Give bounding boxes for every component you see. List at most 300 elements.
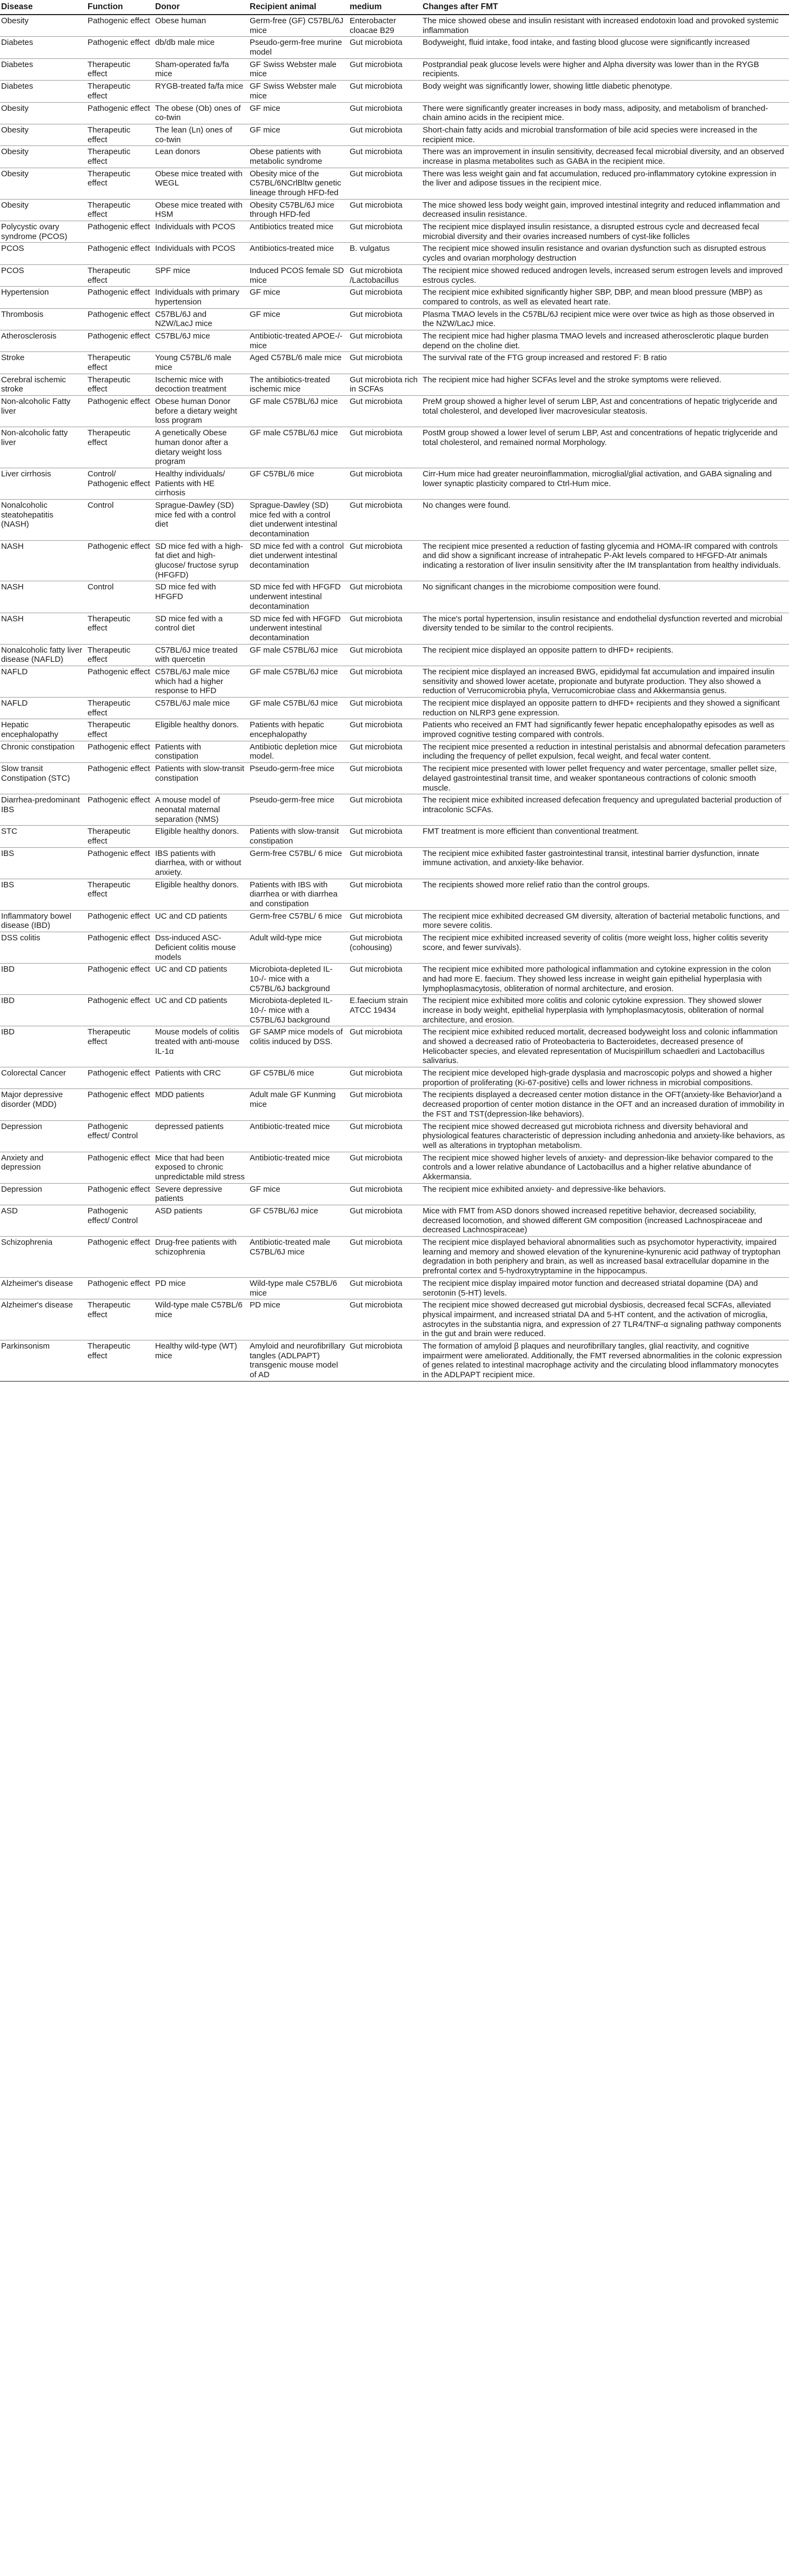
cell-donor: PD mice	[154, 1277, 249, 1299]
cell-donor: C57BL/6J mice	[154, 330, 249, 351]
table-row	[0, 308, 789, 330]
cell-donor: Obese human	[154, 15, 249, 37]
cell-changes: There was an improvement in insulin sensitivity, decreased fecal microbial diversity, and an observed increase in plasma metabolites such as GABA in the recipient mice.	[422, 146, 789, 168]
cell-medium: Gut microbiota	[349, 146, 422, 168]
cell-disease: Cerebral ischemic stroke	[0, 374, 86, 395]
cell-donor: ASD patients	[154, 1205, 249, 1237]
cell-medium: Gut microbiota	[349, 794, 422, 826]
cell-disease: Slow transit Constipation (STC)	[0, 763, 86, 794]
cell-changes: The recipient mice had higher SCFAs level and the stroke symptoms were relieved.	[422, 374, 789, 395]
cell-changes: There were significantly greater increases in body mass, adiposity, and metabolism of branched-chain amino acids in the recipient mice.	[422, 102, 789, 124]
table-row	[0, 15, 789, 37]
cell-medium: Gut microbiota	[349, 58, 422, 80]
cell-disease: Thrombosis	[0, 308, 86, 330]
cell-medium: Gut microbiota	[349, 199, 422, 221]
cell-donor: Lean donors	[154, 146, 249, 168]
table-row	[0, 613, 789, 644]
cell-disease: Obesity	[0, 124, 86, 145]
cell-recipient-animal: Amyloid and neurofibrillary tangles (ADLPAPT) transgenic mouse model of AD	[249, 1340, 349, 1381]
cell-disease: Obesity	[0, 15, 86, 37]
cell-disease: NASH	[0, 540, 86, 581]
cell-donor: Dss-induced ASC-Deficient colitis mouse models	[154, 932, 249, 964]
cell-disease: Nonalcoholic steatohepatitis (NASH)	[0, 499, 86, 540]
table-row	[0, 741, 789, 762]
cell-changes: The recipient mice presented with lower pellet frequency and water percentage, smaller pellet size, delayed gastrointestinal transit time, and weaker spontaneous contractions of colonic smooth muscle.	[422, 763, 789, 794]
cell-recipient-animal: Germ-free (GF) C57BL/6J mice	[249, 15, 349, 37]
cell-medium: Gut microbiota	[349, 698, 422, 719]
cell-function: Pathogenic effect	[86, 910, 154, 932]
cell-changes: Bodyweight, fluid intake, food intake, and fasting blood glucose were significantly increased	[422, 37, 789, 58]
header-changes-after-fmt: Changes after FMT	[422, 0, 789, 15]
cell-medium: Gut microbiota	[349, 468, 422, 499]
cell-donor: Young C57BL/6 male mice	[154, 352, 249, 374]
cell-function: Therapeutic effect	[86, 1026, 154, 1067]
table-row	[0, 1067, 789, 1089]
cell-function: Therapeutic effect	[86, 199, 154, 221]
cell-function: Therapeutic effect	[86, 427, 154, 468]
cell-disease: Obesity	[0, 168, 86, 199]
table-row	[0, 794, 789, 826]
table-row	[0, 468, 789, 499]
table-row	[0, 995, 789, 1026]
cell-medium: Gut microbiota	[349, 1120, 422, 1152]
cell-changes: The recipient mice showed reduced androgen levels, increased serum estrogen levels and improved estrous cycles.	[422, 264, 789, 286]
cell-disease: NASH	[0, 581, 86, 613]
cell-medium: Gut microbiota	[349, 168, 422, 199]
cell-donor: Patients with constipation	[154, 741, 249, 762]
cell-donor: UC and CD patients	[154, 910, 249, 932]
cell-donor: UC and CD patients	[154, 964, 249, 995]
cell-recipient-animal: Sprague-Dawley (SD) mice fed with a control diet underwent intestinal decontamination	[249, 499, 349, 540]
cell-function: Pathogenic effect	[86, 964, 154, 995]
cell-changes: The formation of amyloid β plaques and neurofibrillary tangles, glial reactivity, and cognitive impairment were ameliorated. Additionally, the FMT reversed abnormalities in the colonic expression of genes related to intestinal macrophage activity and the circulating blood inflammatory monocytes in the ADLPAPT recipient mice.	[422, 1340, 789, 1381]
cell-donor: Severe depressive patients	[154, 1183, 249, 1205]
cell-medium: Gut microbiota	[349, 763, 422, 794]
cell-function: Pathogenic effect	[86, 243, 154, 264]
cell-donor: C57BL/6J and NZW/LacJ mice	[154, 308, 249, 330]
cell-recipient-animal: The antibiotics-treated ischemic mice	[249, 374, 349, 395]
cell-changes: There was less weight gain and fat accumulation, reduced pro-inflammatory cytokine expression in the liver and adipose tissues in the recipient mice.	[422, 168, 789, 199]
cell-changes: The recipient mice presented a reduction of fasting glycemia and HOMA-IR compared with controls and did show a significant increase of intrahepatic P-Akt levels compared to HFGFD-Atr animals indicating a restoration of liver insulin sensitivity after the IM transplantation from healthy individuals.	[422, 540, 789, 581]
cell-recipient-animal: GF mice	[249, 102, 349, 124]
cell-donor: The obese (Ob) ones of co-twin	[154, 102, 249, 124]
cell-medium: Enterobacter cloacae B29	[349, 15, 422, 37]
table-row	[0, 124, 789, 145]
cell-function: Therapeutic effect	[86, 698, 154, 719]
cell-medium: Gut microbiota	[349, 581, 422, 613]
cell-changes: The recipient mice displayed an opposite pattern to dHFD+ recipients.	[422, 644, 789, 666]
cell-recipient-animal: Induced PCOS female SD mice	[249, 264, 349, 286]
cell-disease: Depression	[0, 1120, 86, 1152]
cell-medium: Gut microbiota	[349, 1183, 422, 1205]
cell-donor: SD mice fed with a high-fat diet and high-glucose/ fructose syrup (HFGFD)	[154, 540, 249, 581]
table-row	[0, 698, 789, 719]
table-row	[0, 221, 789, 243]
cell-function: Pathogenic effect	[86, 1183, 154, 1205]
cell-donor: Individuals with PCOS	[154, 221, 249, 243]
table-row	[0, 1299, 789, 1340]
cell-changes: Mice with FMT from ASD donors showed increased repetitive behavior, decreased sociability, decreased locomotion, and showed different GM composition (increased Lachnospiraceae and decreased Lachnospiraceae)	[422, 1205, 789, 1237]
cell-medium: Gut microbiota (cohousing)	[349, 932, 422, 964]
cell-function: Pathogenic effect/ Control	[86, 1120, 154, 1152]
cell-donor: The lean (Ln) ones of co-twin	[154, 124, 249, 145]
cell-disease: Hypertension	[0, 287, 86, 308]
cell-disease: Parkinsonism	[0, 1340, 86, 1381]
header-disease: Disease	[0, 0, 86, 15]
cell-function: Pathogenic effect/ Control	[86, 1205, 154, 1237]
table-row	[0, 1340, 789, 1381]
cell-medium: E.faecium strain ATCC 19434	[349, 995, 422, 1026]
cell-donor: IBS patients with diarrhea, with or without anxiety.	[154, 847, 249, 879]
table-row	[0, 102, 789, 124]
table-row	[0, 427, 789, 468]
cell-function: Therapeutic effect	[86, 168, 154, 199]
cell-function: Therapeutic effect	[86, 613, 154, 644]
cell-disease: NAFLD	[0, 698, 86, 719]
cell-disease: IBD	[0, 964, 86, 995]
cell-function: Therapeutic effect	[86, 1340, 154, 1381]
cell-recipient-animal: GF C57BL/6 mice	[249, 1067, 349, 1089]
cell-function: Pathogenic effect	[86, 741, 154, 762]
cell-donor: Sprague-Dawley (SD) mice fed with a control diet	[154, 499, 249, 540]
table-row	[0, 879, 789, 910]
cell-donor: A mouse model of neonatal maternal separation (NMS)	[154, 794, 249, 826]
cell-medium: Gut microbiota	[349, 1277, 422, 1299]
cell-function: Pathogenic effect	[86, 102, 154, 124]
cell-changes: The recipient mice displayed an increased BWG, epididymal fat accumulation and impaired insulin sensitivity and showed lower acetate, propionate and butyrate production. They also showed a reduction of Verrucomicrobia phyla, Verrucomicrobiae class and Akkermansia genus.	[422, 666, 789, 697]
cell-disease: PCOS	[0, 243, 86, 264]
cell-donor: MDD patients	[154, 1089, 249, 1120]
table-row	[0, 499, 789, 540]
cell-function: Pathogenic effect	[86, 15, 154, 37]
table-row	[0, 287, 789, 308]
cell-disease: STC	[0, 826, 86, 847]
cell-recipient-animal: Adult wild-type mice	[249, 932, 349, 964]
cell-function: Pathogenic effect	[86, 330, 154, 351]
cell-medium: Gut microbiota	[349, 124, 422, 145]
cell-changes: The survival rate of the FTG group increased and restored F: B ratio	[422, 352, 789, 374]
cell-medium: Gut microbiota	[349, 1026, 422, 1067]
cell-donor: RYGB-treated fa/fa mice	[154, 81, 249, 102]
cell-changes: FMT treatment is more efficient than conventional treatment.	[422, 826, 789, 847]
cell-function: Pathogenic effect	[86, 1277, 154, 1299]
cell-recipient-animal: GF C57BL/6 mice	[249, 468, 349, 499]
cell-recipient-animal: Aged C57BL/6 male mice	[249, 352, 349, 374]
cell-recipient-animal: Pseudo-germ-free mice	[249, 763, 349, 794]
cell-donor: SD mice fed with HFGFD	[154, 581, 249, 613]
cell-recipient-animal: GF male C57BL/6J mice	[249, 644, 349, 666]
cell-medium: Gut microbiota	[349, 719, 422, 741]
cell-recipient-animal: Patients with hepatic encephalopathy	[249, 719, 349, 741]
cell-donor: Eligible healthy donors.	[154, 719, 249, 741]
cell-recipient-animal: Microbiota-depleted IL-10-/- mice with a C57BL/6J background	[249, 995, 349, 1026]
cell-donor: depressed patients	[154, 1120, 249, 1152]
cell-changes: The recipient mice exhibited more colitis and colonic cytokine expression. They showed slower increase in body weight, epithelial hyperplasia with lymphoplasmacytosis, obliteration of normal architecture, and erosion.	[422, 995, 789, 1026]
table-row	[0, 81, 789, 102]
cell-medium: Gut microbiota	[349, 910, 422, 932]
cell-medium: Gut microbiota	[349, 102, 422, 124]
cell-disease: IBS	[0, 847, 86, 879]
cell-donor: A genetically Obese human donor after a dietary weight loss program	[154, 427, 249, 468]
cell-recipient-animal: GF male C57BL/6J mice	[249, 396, 349, 427]
cell-function: Therapeutic effect	[86, 124, 154, 145]
cell-disease: Obesity	[0, 102, 86, 124]
cell-disease: DSS colitis	[0, 932, 86, 964]
cell-medium: Gut microbiota	[349, 221, 422, 243]
cell-donor: Obese mice treated with WEGL	[154, 168, 249, 199]
cell-disease: Chronic constipation	[0, 741, 86, 762]
cell-changes: The recipient mice exhibited more pathological inflammation and cytokine expression in the colon and had more E. faecium. They showed less increase in weight gain epithelial hyperplasia with lymphoplasmacytosis, obliteration of normal architecture, and erosion.	[422, 964, 789, 995]
table-row	[0, 1277, 789, 1299]
cell-function: Pathogenic effect	[86, 1237, 154, 1278]
table-row	[0, 146, 789, 168]
cell-changes: The recipient mice displayed behavioral abnormalities such as psychomotor hyperactivity, impaired learning and memory and showed elevation of the kynurenine-kynurenic acid pathway of tryptophan degradation in both periphery and brain, as well as increased basal extracellular dopamine in the prefrontal cortex and 5-hydroxytryptamine in the hippocampus.	[422, 1237, 789, 1278]
cell-recipient-animal: Germ-free C57BL/ 6 mice	[249, 847, 349, 879]
table-row	[0, 264, 789, 286]
cell-donor: Mouse models of colitis treated with anti-mouse IL-1α	[154, 1026, 249, 1067]
cell-recipient-animal: Antibiotic-treated APOE-/- mice	[249, 330, 349, 351]
cell-medium: Gut microbiota	[349, 1299, 422, 1340]
cell-function: Control	[86, 499, 154, 540]
table-row	[0, 644, 789, 666]
cell-function: Pathogenic effect	[86, 763, 154, 794]
cell-function: Pathogenic effect	[86, 1089, 154, 1120]
cell-recipient-animal: Antibiotics-treated mice	[249, 243, 349, 264]
header-recipient-animal: Recipient animal	[249, 0, 349, 15]
cell-changes: The recipient mice display impaired motor function and decreased striatal dopamine (DA) and serotonin (5-HT) levels.	[422, 1277, 789, 1299]
cell-changes: The recipient mice exhibited decreased GM diversity, alteration of bacterial metabolic functions, and more severe colitis.	[422, 910, 789, 932]
cell-changes: PreM group showed a higher level of serum LBP, Ast and concentrations of hepatic triglyceride and total cholesterol, and developed liver macrovesicular steatosis.	[422, 396, 789, 427]
cell-disease: Obesity	[0, 199, 86, 221]
cell-function: Pathogenic effect	[86, 308, 154, 330]
cell-recipient-animal: Pseudo-germ-free mice	[249, 794, 349, 826]
cell-donor: db/db male mice	[154, 37, 249, 58]
cell-function: Therapeutic effect	[86, 879, 154, 910]
cell-changes: No significant changes in the microbiome composition were found.	[422, 581, 789, 613]
cell-medium: Gut microbiota	[349, 964, 422, 995]
cell-donor: Healthy individuals/ Patients with HE cirrhosis	[154, 468, 249, 499]
cell-changes: The recipients displayed a decreased center motion distance in the OFT(anxiety-like Behavior)and a decreased proportion of center motion distance in the OFT and an increased duration of immobility in the FST and TST(depression-like behaviors).	[422, 1089, 789, 1120]
cell-donor: Sham-operated fa/fa mice	[154, 58, 249, 80]
cell-donor: Eligible healthy donors.	[154, 826, 249, 847]
table-row	[0, 1183, 789, 1205]
cell-medium: Gut microbiota	[349, 1237, 422, 1278]
cell-changes: The mice showed less body weight gain, improved intestinal integrity and reduced inflammation and decreased insulin resistance.	[422, 199, 789, 221]
table-row	[0, 243, 789, 264]
table-row	[0, 540, 789, 581]
cell-disease: Schizophrenia	[0, 1237, 86, 1278]
cell-disease: Inflammatory bowel disease (IBD)	[0, 910, 86, 932]
cell-recipient-animal: Pseudo-germ-free murine model	[249, 37, 349, 58]
cell-function: Therapeutic effect	[86, 146, 154, 168]
table-row	[0, 826, 789, 847]
cell-disease: PCOS	[0, 264, 86, 286]
cell-function: Therapeutic effect	[86, 644, 154, 666]
cell-recipient-animal: Obese patients with metabolic syndrome	[249, 146, 349, 168]
table-row	[0, 58, 789, 80]
cell-function: Therapeutic effect	[86, 81, 154, 102]
cell-medium: Gut microbiota	[349, 540, 422, 581]
cell-donor: Mice that had been exposed to chronic unpredictable mild stress	[154, 1152, 249, 1183]
table-row	[0, 581, 789, 613]
cell-recipient-animal: Obesity C57BL/6J mice through HFD-fed	[249, 199, 349, 221]
cell-changes: Body weight was significantly lower, showing little diabetic phenotype.	[422, 81, 789, 102]
cell-disease: Non-alcoholic fatty liver	[0, 427, 86, 468]
cell-recipient-animal: GF male C57BL/6J mice	[249, 427, 349, 468]
cell-recipient-animal: GF SAMP mice models of colitis induced by DSS.	[249, 1026, 349, 1067]
cell-medium: Gut microbiota	[349, 1089, 422, 1120]
cell-function: Pathogenic effect	[86, 37, 154, 58]
table-row	[0, 719, 789, 741]
cell-recipient-animal: Antibiotic-treated male C57BL/6J mice	[249, 1237, 349, 1278]
cell-function: Pathogenic effect	[86, 794, 154, 826]
cell-medium: Gut microbiota	[349, 1205, 422, 1237]
cell-donor: C57BL/6J mice treated with quercetin	[154, 644, 249, 666]
table-header-row	[0, 0, 789, 15]
cell-disease: Atherosclerosis	[0, 330, 86, 351]
cell-disease: Obesity	[0, 146, 86, 168]
table-row	[0, 1120, 789, 1152]
cell-disease: Liver cirrhosis	[0, 468, 86, 499]
cell-recipient-animal: Antibiotic depletion mice model.	[249, 741, 349, 762]
cell-medium: Gut microbiota /Lactobacillus	[349, 264, 422, 286]
cell-disease: Anxiety and depression	[0, 1152, 86, 1183]
cell-donor: Individuals with primary hypertension	[154, 287, 249, 308]
cell-function: Therapeutic effect	[86, 719, 154, 741]
table-row	[0, 763, 789, 794]
cell-donor: Patients with CRC	[154, 1067, 249, 1089]
table-row	[0, 396, 789, 427]
cell-recipient-animal: GF mice	[249, 308, 349, 330]
cell-changes: Plasma TMAO levels in the C57BL/6J recipient mice were over twice as high as those observed in the NZW/LacJ mice.	[422, 308, 789, 330]
table-row	[0, 964, 789, 995]
header-medium: medium	[349, 0, 422, 15]
cell-donor: C57BL/6J male mice which had a higher response to HFD	[154, 666, 249, 697]
cell-recipient-animal: SD mice fed with HFGFD underwent intestinal decontamination	[249, 581, 349, 613]
cell-changes: The recipient mice exhibited reduced mortalit, decreased bodyweight loss and colonic inflammation and showed a decreased ratio of Proteobacteria to Bacteroidetes, decreased presence of Helicobacter species, and elevated representation of Mucispirillum schaedleri and Lactobacillus salivarius.	[422, 1026, 789, 1067]
cell-medium: Gut microbiota	[349, 427, 422, 468]
cell-changes: PostM group showed a lower level of serum LBP, Ast and concentrations of hepatic triglyceride and total cholesterol, and remained normal Morphology.	[422, 427, 789, 468]
cell-recipient-animal: Wild-type male C57BL/6 mice	[249, 1277, 349, 1299]
table-row	[0, 1089, 789, 1120]
cell-function: Control/ Pathogenic effect	[86, 468, 154, 499]
table-row	[0, 37, 789, 58]
cell-disease: IBS	[0, 879, 86, 910]
cell-medium: Gut microbiota	[349, 847, 422, 879]
cell-recipient-animal: GF mice	[249, 124, 349, 145]
cell-disease: Diarrhea-predominant IBS	[0, 794, 86, 826]
cell-disease: Diabetes	[0, 81, 86, 102]
cell-medium: Gut microbiota	[349, 879, 422, 910]
cell-changes: The recipient mice presented a reduction in intestinal peristalsis and abnormal defecation parameters including the frequency of pellet expulsion, fecal weight, and fecal water content.	[422, 741, 789, 762]
cell-recipient-animal: Adult male GF Kunming mice	[249, 1089, 349, 1120]
cell-disease: ASD	[0, 1205, 86, 1237]
table-row	[0, 1026, 789, 1067]
cell-disease: Non-alcoholic Fatty liver	[0, 396, 86, 427]
cell-medium: Gut microbiota	[349, 1152, 422, 1183]
cell-recipient-animal: Patients with IBS with diarrhea or with diarrhea and constipation	[249, 879, 349, 910]
cell-donor: C57BL/6J male mice	[154, 698, 249, 719]
cell-function: Pathogenic effect	[86, 1067, 154, 1089]
cell-donor: Drug-free patients with schizophrenia	[154, 1237, 249, 1278]
cell-changes: The recipient mice displayed insulin resistance, a disrupted estrous cycle and decreased fecal microbial diversity and their ovaries increased numbers of cyst-like follicles	[422, 221, 789, 243]
table-row	[0, 168, 789, 199]
cell-recipient-animal: Antibiotics treated mice	[249, 221, 349, 243]
cell-disease: IBD	[0, 995, 86, 1026]
cell-recipient-animal: GF mice	[249, 287, 349, 308]
cell-medium: Gut microbiota	[349, 287, 422, 308]
cell-recipient-animal: GF Swiss Webster male mice	[249, 81, 349, 102]
cell-medium: Gut microbiota	[349, 499, 422, 540]
cell-function: Pathogenic effect	[86, 666, 154, 697]
cell-changes: The recipient mice exhibited increased defecation frequency and upregulated bacterial production of intracolonic SCFAs.	[422, 794, 789, 826]
cell-recipient-animal: Microbiota-depleted IL-10-/- mice with a C57BL/6J background	[249, 964, 349, 995]
cell-function: Therapeutic effect	[86, 374, 154, 395]
header-function: Function	[86, 0, 154, 15]
cell-changes: The recipient mice had higher plasma TMAO levels and increased atherosclerotic plaque burden depend on the choline diet.	[422, 330, 789, 351]
cell-disease: NASH	[0, 613, 86, 644]
cell-medium: Gut microbiota	[349, 741, 422, 762]
cell-recipient-animal: GF male C57BL/6J mice	[249, 666, 349, 697]
cell-function: Control	[86, 581, 154, 613]
cell-function: Pathogenic effect	[86, 995, 154, 1026]
table-row	[0, 374, 789, 395]
cell-function: Therapeutic effect	[86, 1299, 154, 1340]
cell-medium: Gut microbiota	[349, 330, 422, 351]
table-row	[0, 330, 789, 351]
table-row	[0, 199, 789, 221]
cell-changes: The recipients showed more relief ratio than the control groups.	[422, 879, 789, 910]
cell-changes: The recipient mice showed higher levels of anxiety- and depression-like behavior compared to the controls and a lower relative abundance of Lactobacillus and a higher relative abundance of Akkermansia.	[422, 1152, 789, 1183]
cell-recipient-animal: Patients with slow-transit constipation	[249, 826, 349, 847]
table-row	[0, 1152, 789, 1183]
cell-medium: Gut microbiota	[349, 666, 422, 697]
cell-medium: Gut microbiota	[349, 352, 422, 374]
cell-function: Pathogenic effect	[86, 932, 154, 964]
cell-changes: The recipient mice exhibited anxiety- and depressive-like behaviors.	[422, 1183, 789, 1205]
cell-changes: The recipient mice exhibited significantly higher SBP, DBP, and mean blood pressure (MBP) as compared to controls, as well as elevated heart rate.	[422, 287, 789, 308]
cell-donor: Wild-type male C57BL/6 mice	[154, 1299, 249, 1340]
cell-changes: No changes were found.	[422, 499, 789, 540]
cell-medium: B. vulgatus	[349, 243, 422, 264]
cell-changes: The recipient mice exhibited faster gastrointestinal transit, intestinal barrier dysfunction, innate immune activation, and anxiety-like behavior.	[422, 847, 789, 879]
cell-recipient-animal: Germ-free C57BL/ 6 mice	[249, 910, 349, 932]
cell-function: Therapeutic effect	[86, 352, 154, 374]
cell-recipient-animal: Antibiotic-treated mice	[249, 1152, 349, 1183]
cell-function: Pathogenic effect	[86, 847, 154, 879]
cell-recipient-animal: GF Swiss Webster male mice	[249, 58, 349, 80]
cell-donor: SPF mice	[154, 264, 249, 286]
cell-function: Pathogenic effect	[86, 540, 154, 581]
cell-changes: The recipient mice exhibited increased severity of colitis (more weight loss, higher colitis severity score, and fewer survivals).	[422, 932, 789, 964]
cell-function: Pathogenic effect	[86, 396, 154, 427]
cell-donor: Individuals with PCOS	[154, 243, 249, 264]
cell-function: Pathogenic effect	[86, 1152, 154, 1183]
cell-disease: Nonalcoholic fatty liver disease (NAFLD)	[0, 644, 86, 666]
cell-changes: The mice's portal hypertension, insulin resistance and endothelial dysfunction reverted and microbial diversity tended to be similar to the control recipients.	[422, 613, 789, 644]
cell-disease: Alzheimer's disease	[0, 1299, 86, 1340]
cell-medium: Gut microbiota	[349, 1340, 422, 1381]
table-body	[0, 15, 789, 1381]
cell-medium: Gut microbiota	[349, 396, 422, 427]
cell-donor: Healthy wild-type (WT) mice	[154, 1340, 249, 1381]
cell-recipient-animal: GF male C57BL/6J mice	[249, 698, 349, 719]
cell-disease: Diabetes	[0, 58, 86, 80]
cell-medium: Gut microbiota	[349, 308, 422, 330]
cell-disease: Diabetes	[0, 37, 86, 58]
cell-recipient-animal: Antibiotic-treated mice	[249, 1120, 349, 1152]
cell-disease: Polycystic ovary syndrome (PCOS)	[0, 221, 86, 243]
